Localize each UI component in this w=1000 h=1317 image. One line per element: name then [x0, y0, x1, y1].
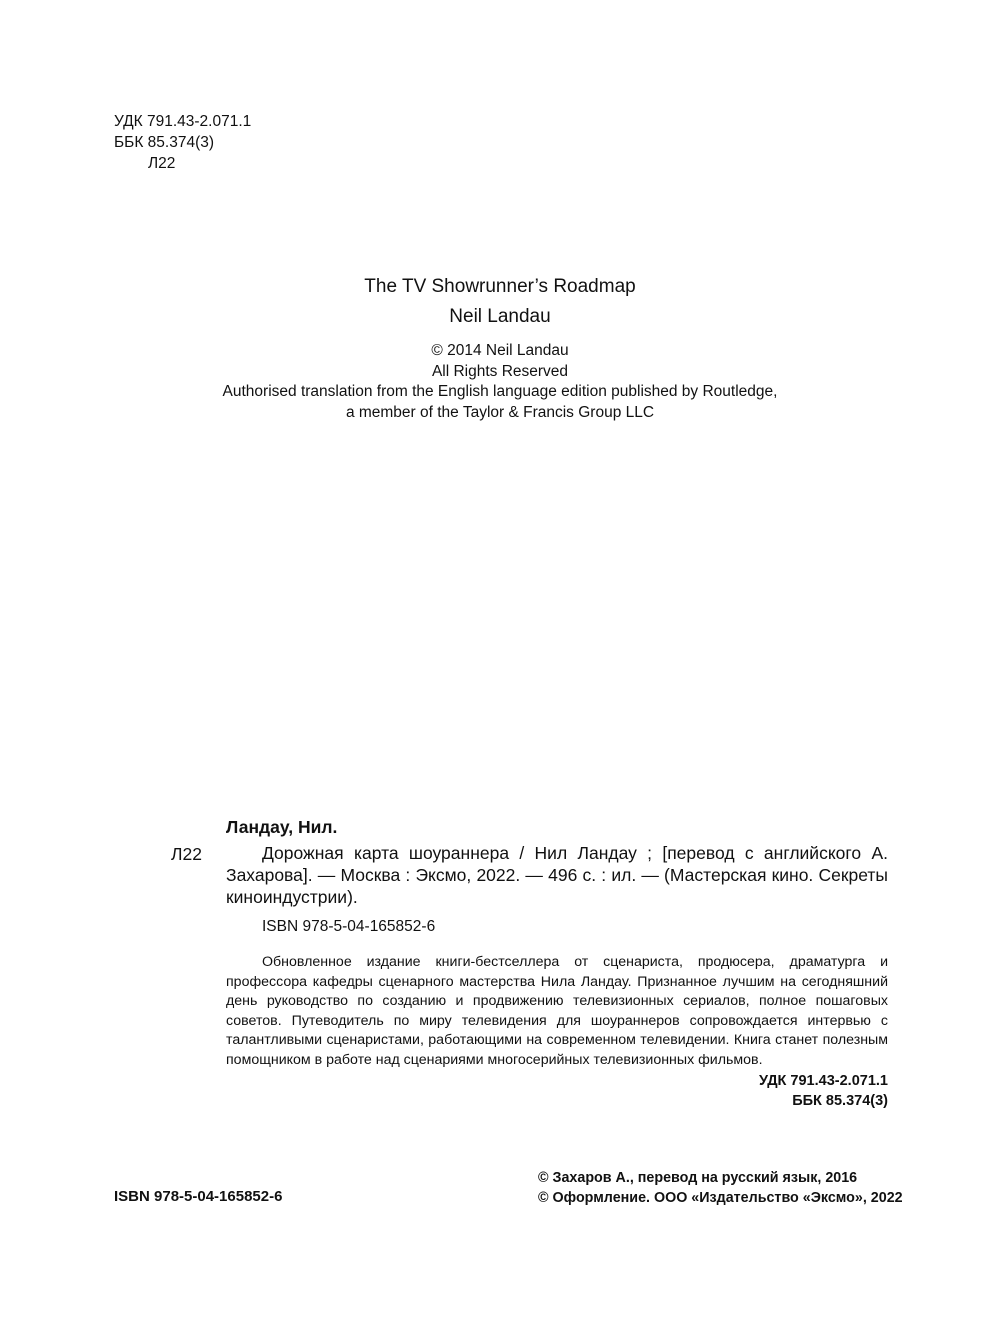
original-rights-block — [0, 341, 1000, 423]
translation-note: Authorised translation from the English language edition published by Routledge, — [222, 383, 778, 400]
design-copyright: © Оформление. ООО «Издательство «Эксмо», 2022 — [538, 1190, 903, 1206]
bib-author-mark: Л22 — [171, 844, 202, 864]
bib-classification-codes — [600, 1071, 888, 1111]
original-author: Neil Landau — [449, 306, 551, 327]
bbk-code: ББК 85.374(3) — [114, 134, 215, 151]
footer-isbn: ISBN 978-5-04-165852-6 — [114, 1188, 283, 1205]
original-copyright: © 2014 Neil Landau — [431, 342, 569, 359]
rights-reserved: All Rights Reserved — [431, 362, 569, 380]
bib-isbn: ISBN 978-5-04-165852-6 — [262, 918, 436, 935]
udk-code: УДК 791.43-2.071.1 — [114, 113, 252, 130]
footer-copyrights — [538, 1168, 903, 1208]
publisher-note: a member of the Taylor & Francis Group LLC — [345, 403, 655, 421]
author-mark: Л22 — [148, 155, 176, 172]
bib-bbk-code: ББК 85.374(3) — [792, 1093, 888, 1109]
bib-description: Дорожная карта шоураннера / Нил Ландау ; [перевод с английского А. Захарова]. — Москва : Эксмо, 2022. — 496 с. : ил. — (Мастерская кино. Секреты киноиндустрии). — [226, 843, 888, 907]
classification-codes — [114, 111, 251, 174]
original-title: The TV Showrunner’s Roadmap — [364, 276, 636, 297]
annotation-paragraph: Обновленное издание книги-бестселлера от сценариста, продюсера, драматурга и профессора кафедры сценарного мастерства Нила Ландау. Признанное лучшим на сегодняшний день руководство по созданию и продвижению телевизионных сериалов, полное пошаговых советов. Путеводитель по миру телевидения для шоураннеров сопровождается интервью с талантливыми сценаристами, работающими на современном телевидении. Книга станет полезным помощником в работе над сценариями многосерийных телевизионных фильмов. — [226, 954, 888, 1068]
bib-udk-code: УДК 791.43-2.071.1 — [758, 1073, 888, 1089]
bib-author-heading: Ландау, Нил. — [226, 817, 338, 837]
translation-copyright: © Захаров А., перевод на русский язык, 2016 — [538, 1170, 858, 1186]
